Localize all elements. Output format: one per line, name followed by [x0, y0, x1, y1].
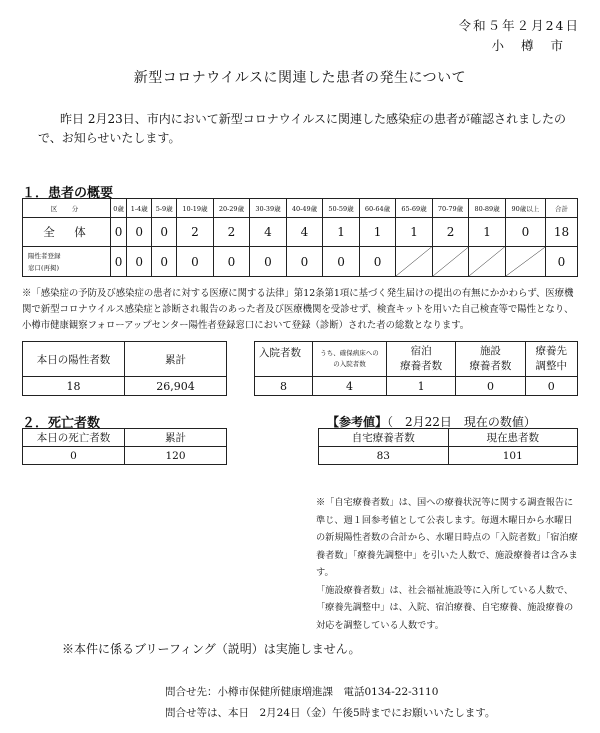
reference-note: [316, 494, 578, 634]
issuer-city: 小樽市: [491, 38, 580, 53]
reference-note-2: 「施設療養者数」は、社会福祉施設等に入所している人数で、「療養先調整中」は、入院、宿泊療養、自宅療養、施設療養の対応を調整している人数です。: [316, 584, 574, 631]
all-cell: 1: [396, 218, 433, 247]
age-group-table: [22, 198, 578, 277]
section1-heading: １．患者の概要: [22, 186, 114, 201]
reference-date: （ 2月22日 現在の数値）: [387, 415, 536, 429]
age-header: 10-19歳: [177, 199, 214, 218]
home-care-value: 83: [319, 447, 449, 465]
document-title: 新型コロナウイルスに関連した患者の発生について: [133, 70, 467, 86]
secured-bed-header-line1: うち、確保病床への: [320, 349, 379, 357]
row-all-label: 全 体: [23, 218, 111, 247]
secured-bed-header-line2: の入院者数: [333, 360, 366, 368]
row-registration-label-line2: 窓口(再掲): [28, 263, 60, 272]
all-cell: 2: [177, 218, 214, 247]
age-header: 50-59歳: [323, 199, 360, 218]
blank-cell: [432, 247, 469, 277]
briefing-notice: ※本件に係るブリーフィング（説明）は実施しません。: [62, 642, 361, 656]
positive-today-header: 本日の陽性者数: [23, 342, 125, 377]
hotel-value: 1: [387, 377, 456, 396]
adjusting-value: 0: [525, 377, 577, 396]
registration-cell: 0: [152, 247, 177, 277]
reference-title: 【参考値】: [327, 415, 388, 429]
positive-count-table: [22, 341, 227, 396]
current-patients-value: 101: [448, 447, 578, 465]
all-cell: 4: [250, 218, 287, 247]
facility-header-line1: 施設: [479, 345, 501, 357]
registration-cell: 0: [111, 247, 127, 277]
total-header: 合計: [546, 199, 578, 218]
age-header: 40-49歳: [286, 199, 323, 218]
intro-paragraph: 昨日 2月23日、市内において新型コロナウイルスに関連した感染症の患者が確認されましたので、お知らせいたします。: [38, 112, 567, 145]
all-cell: 1: [359, 218, 396, 247]
home-care-header: 自宅療養者数: [319, 429, 449, 447]
all-cell: 0: [505, 218, 545, 247]
facility-header: [456, 342, 525, 377]
reference-table: [318, 428, 578, 465]
all-cell: 0: [111, 218, 127, 247]
all-cell: 2: [213, 218, 250, 247]
reference-note-1: ※「自宅療養者数」は、国への療養状況等に関する調査報告に準じ、週１回参考値として公表します。毎週木曜日から水曜日の新規陽性者数の合計から、水曜日時点の「入院者数」「宿泊療養者数」「療養先調整中」を引いた人数で、施設療養者は含みます。: [316, 497, 578, 578]
positive-today-value: 18: [23, 377, 125, 396]
death-today-header: 本日の死亡者数: [23, 429, 125, 447]
registration-cell: 0: [127, 247, 152, 277]
registration-cell: 0: [286, 247, 323, 277]
positive-cumulative-header: 累計: [125, 342, 227, 377]
inpatient-header: 入院者数: [255, 342, 313, 377]
registration-cell: 0: [359, 247, 396, 277]
section2-heading: ２．死亡者数: [22, 416, 101, 431]
current-patients-header: 現在患者数: [448, 429, 578, 447]
hotel-header-line2: 療養者数: [400, 360, 443, 372]
registration-cell: 0: [177, 247, 214, 277]
document-date: 令和５年２月24日: [458, 18, 580, 33]
contact-info: 問合せ先：小樽市保健所健康増進課 電話0134-22-3110: [165, 686, 439, 698]
death-cumulative-header: 累計: [125, 429, 227, 447]
registration-cell: 0: [250, 247, 287, 277]
age-header: 90歳以上: [505, 199, 545, 218]
patient-note: ※「感染症の予防及び感染症の患者に対する医療に関する法律」第12条第1項に基づく発生届けの提出の有無にかかわらず、医療機関で新型コロナウイルス感染症と診断され報告のあった者及び医療機関を受診せず、検査キットを用いた自己検査等で陽性となり、小樽市健康観察フォローアップセンター陽性者登録窓口において登録（診断）された者の総数となります。: [22, 288, 574, 331]
registration-total: 0: [546, 247, 578, 277]
all-total: 18: [546, 218, 578, 247]
inpatient-value: 8: [255, 377, 313, 396]
facility-value: 0: [456, 377, 525, 396]
adjusting-header: [525, 342, 577, 377]
blank-cell: [469, 247, 506, 277]
inquiry-deadline: 問合せ等は、本日 2月24日（金）午後5時までにお願いいたします。: [165, 707, 496, 719]
age-header: 0歳: [111, 199, 127, 218]
all-cell: 1: [323, 218, 360, 247]
registration-cell: 0: [323, 247, 360, 277]
blank-cell: [505, 247, 545, 277]
all-cell: 0: [127, 218, 152, 247]
adjusting-header-line1: 療養先: [535, 345, 568, 357]
row-registration-label: [23, 247, 111, 277]
category-header: 区 分: [23, 199, 111, 218]
age-header: 65-69歳: [396, 199, 433, 218]
secured-bed-header: [313, 342, 387, 377]
all-cell: 1: [469, 218, 506, 247]
age-header: 30-39歳: [250, 199, 287, 218]
facility-header-line2: 療養者数: [469, 360, 512, 372]
hospitalization-table: [254, 341, 578, 396]
age-header: 5-9歳: [152, 199, 177, 218]
all-cell: 2: [432, 218, 469, 247]
registration-cell: 0: [213, 247, 250, 277]
secured-bed-value: 4: [313, 377, 387, 396]
all-cell: 4: [286, 218, 323, 247]
age-header: 80-89歳: [469, 199, 506, 218]
age-header: 20-29歳: [213, 199, 250, 218]
adjusting-header-line2: 調整中: [535, 360, 568, 372]
hotel-header: [387, 342, 456, 377]
blank-cell: [396, 247, 433, 277]
death-count-table: [22, 428, 227, 465]
positive-cumulative-value: 26,904: [125, 377, 227, 396]
age-header: 60-64歳: [359, 199, 396, 218]
row-registration-label-line1: 陽性者登録: [28, 251, 61, 260]
age-header: 1-4歳: [127, 199, 152, 218]
death-cumulative-value: 120: [125, 447, 227, 465]
hotel-header-line1: 宿泊: [410, 345, 432, 357]
age-header: 70-79歳: [432, 199, 469, 218]
death-today-value: 0: [23, 447, 125, 465]
all-cell: 0: [152, 218, 177, 247]
